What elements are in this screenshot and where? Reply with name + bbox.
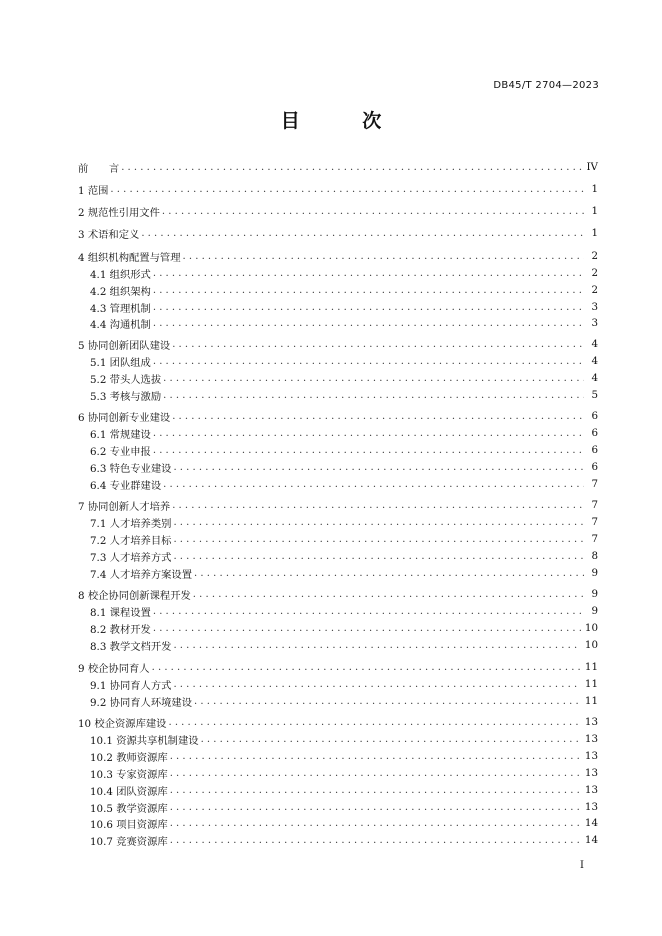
toc-entry-label: 8.2 教材开发 (90, 623, 151, 636)
toc-entry-label: 4 组织机构配置与管理 (78, 251, 181, 264)
toc-dot-leader (173, 534, 584, 545)
toc-entry-page: 1 (591, 183, 598, 195)
toc-entry-page: 4 (591, 372, 598, 384)
toc-entry-page: 11 (584, 678, 598, 690)
toc-entry-label: 6 协同创新专业建设 (78, 411, 171, 424)
toc-dot-leader (173, 462, 584, 473)
toc-entry-label: 10.1 资源共享机制建设 (90, 734, 199, 747)
toc-entry[interactable] (90, 815, 598, 831)
toc-entry[interactable] (90, 565, 598, 581)
toc-entry-label: 9.1 协同育人方式 (90, 679, 172, 692)
toc-entry-page: 14 (584, 834, 598, 846)
toc-dot-leader (173, 517, 584, 528)
toc-entry[interactable] (78, 408, 598, 424)
toc-dot-leader (153, 318, 584, 329)
toc-dot-leader (110, 184, 584, 195)
toc-entry-label: 6.3 特色专业建设 (90, 462, 172, 475)
toc-entry[interactable] (78, 248, 598, 264)
toc-entry[interactable] (78, 714, 598, 730)
toc-entry-page: 5 (591, 389, 598, 401)
toc-entry-page: 9 (591, 588, 598, 600)
toc-entry[interactable] (78, 203, 598, 219)
toc-dot-leader (183, 251, 585, 262)
toc-entry[interactable] (90, 731, 598, 747)
toc-entry[interactable] (90, 282, 598, 298)
toc-dot-leader (153, 606, 584, 617)
toc-entry[interactable] (90, 425, 598, 441)
toc-dot-leader (168, 717, 580, 728)
toc-dot-leader (170, 751, 581, 762)
toc-dot-leader (153, 356, 584, 367)
toc-entry-label: 10.7 竞赛资源库 (90, 835, 168, 848)
toc-entry-page: 9 (591, 567, 598, 579)
toc-entry-page: 1 (591, 205, 598, 217)
toc-dot-leader (141, 228, 584, 239)
toc-entry-page: 8 (591, 550, 598, 562)
toc-entry-label: 5 协同创新团队建设 (78, 339, 171, 352)
toc-entry-page: 6 (591, 444, 598, 456)
toc-dot-leader (163, 479, 584, 490)
toc-entry-label: 6.4 专业群建设 (90, 479, 162, 492)
toc-entry[interactable] (90, 799, 598, 815)
toc-dot-leader (172, 500, 584, 511)
page-number: I (580, 860, 584, 871)
toc-entry-label: 10.5 教学资源库 (90, 802, 168, 815)
toc-entry-label: 4.4 沟通机制 (90, 318, 151, 331)
toc-entry-label: 6.2 专业申报 (90, 445, 151, 458)
toc-entry-page: 6 (591, 410, 598, 422)
toc-entry[interactable] (90, 514, 598, 530)
toc-entry[interactable] (90, 676, 598, 692)
toc-entry-label: 2 规范性引用文件 (78, 206, 160, 219)
document-code: DB45/T 2704—2023 (493, 80, 599, 91)
toc-entry-page: 13 (584, 750, 598, 762)
toc-dot-leader (170, 818, 581, 829)
toc-dot-leader (172, 411, 584, 422)
toc-entry[interactable] (90, 693, 598, 709)
toc-dot-leader (153, 623, 581, 634)
toc-entry[interactable] (78, 181, 598, 197)
toc-entry-page: 6 (591, 427, 598, 439)
toc-entry[interactable] (90, 765, 598, 781)
toc-dot-leader (153, 428, 584, 439)
toc-entry-label: 5.3 考核与激励 (90, 390, 162, 403)
toc-entry[interactable] (78, 497, 598, 513)
toc-entry-label: 4.2 组织架构 (90, 285, 151, 298)
toc-entry-label: 5.2 带头人选拔 (90, 373, 162, 386)
toc-entry[interactable] (90, 387, 598, 403)
toc-entry-label: 5.1 团队组成 (90, 356, 151, 369)
toc-entry[interactable] (90, 442, 598, 458)
toc-dot-leader (170, 835, 581, 846)
toc-dot-leader (170, 785, 581, 796)
toc-entry[interactable] (90, 620, 598, 636)
toc-dot-leader (173, 551, 584, 562)
toc-entry-label: 4.1 组织形式 (90, 268, 151, 281)
toc-entry-label: 7 协同创新人才培养 (78, 500, 171, 513)
toc-dot-leader (153, 445, 584, 456)
toc-dot-leader (173, 640, 580, 651)
toc-entry[interactable] (90, 637, 598, 653)
toc-entry-page: 10 (584, 639, 598, 651)
toc-dot-leader (194, 696, 581, 707)
page-title: 目 次 (280, 110, 410, 132)
toc-entry-label: 8.1 课程设置 (90, 606, 151, 619)
toc-entry-page: 14 (584, 817, 598, 829)
toc-entry-page: 13 (584, 784, 598, 796)
toc-dot-leader (153, 302, 584, 313)
toc-entry[interactable] (90, 265, 598, 281)
toc-entry-page: 9 (591, 605, 598, 617)
toc-dot-leader (163, 373, 584, 384)
toc-entry-page: 4 (591, 338, 598, 350)
toc-entry-page: 11 (584, 661, 598, 673)
toc-entry-label: 1 范围 (78, 184, 109, 197)
toc-entry-label: 10.4 团队资源库 (90, 785, 168, 798)
toc-entry-label: 9 校企协同育人 (78, 662, 150, 675)
toc-dot-leader (170, 802, 581, 813)
toc-entry-label: 10 校企资源库建设 (78, 717, 167, 730)
toc-entry-label: 10.3 专家资源库 (90, 768, 168, 781)
toc-entry-page: 4 (591, 355, 598, 367)
toc-entry-label: 7.3 人才培养方式 (90, 551, 172, 564)
toc-entry[interactable] (90, 370, 598, 386)
toc-entry-page: 10 (584, 622, 598, 634)
toc-entry-page: 7 (591, 499, 598, 511)
toc-entry[interactable] (90, 782, 598, 798)
toc-entry-page: 3 (591, 317, 598, 329)
toc-dot-leader (162, 206, 584, 217)
toc-entry-label: 10.2 教师资源库 (90, 751, 168, 764)
toc-entry-label: 前 言 (78, 162, 120, 175)
toc-entry-label: 10.6 项目资源库 (90, 818, 168, 831)
toc-entry-page: 3 (591, 301, 598, 313)
toc-dot-leader (194, 568, 584, 579)
toc-entry[interactable] (90, 603, 598, 619)
toc-dot-leader (170, 768, 581, 779)
toc-entry[interactable] (90, 315, 598, 331)
toc-entry-page: 13 (584, 767, 598, 779)
toc-entry[interactable] (78, 586, 598, 602)
toc-entry[interactable] (90, 548, 598, 564)
toc-entry-page: 13 (584, 733, 598, 745)
toc-entry-page: IV (586, 161, 598, 173)
toc-entry-label: 3 术语和定义 (78, 228, 140, 241)
toc-entry[interactable] (90, 299, 598, 315)
toc-entry[interactable] (90, 531, 598, 547)
toc-dot-leader (153, 268, 584, 279)
toc-entry[interactable] (90, 476, 598, 492)
toc-dot-leader (121, 162, 582, 173)
toc-dot-leader (201, 734, 581, 745)
toc-entry-page: 11 (584, 695, 598, 707)
toc-entry-label: 8 校企协同创新课程开发 (78, 589, 191, 602)
toc-entry-label: 7.4 人才培养方案设置 (90, 568, 193, 581)
toc-dot-leader (173, 679, 580, 690)
toc-entry[interactable] (90, 353, 598, 369)
toc-entry[interactable] (78, 659, 598, 675)
toc-entry-page: 7 (591, 533, 598, 545)
toc-entry-label: 6.1 常规建设 (90, 428, 151, 441)
toc-entry[interactable] (78, 159, 598, 175)
toc-entry-page: 7 (591, 516, 598, 528)
toc-entry-label: 4.3 管理机制 (90, 302, 151, 315)
toc-dot-leader (152, 662, 581, 673)
toc-entry-page: 13 (584, 716, 598, 728)
toc-entry[interactable] (90, 832, 598, 848)
toc-entry[interactable] (90, 459, 598, 475)
toc-entry-page: 1 (591, 227, 598, 239)
toc-entry-page: 2 (591, 267, 598, 279)
toc-entry-page: 7 (591, 478, 598, 490)
toc-entry-page: 2 (591, 250, 598, 262)
toc-entry-label: 8.3 教学文档开发 (90, 640, 172, 653)
toc-dot-leader (172, 339, 584, 350)
toc-entry-page: 13 (584, 801, 598, 813)
toc-entry[interactable] (78, 336, 598, 352)
toc-dot-leader (163, 390, 584, 401)
toc-entry[interactable] (78, 225, 598, 241)
toc-dot-leader (193, 589, 584, 600)
toc-entry-page: 2 (591, 284, 598, 296)
toc-entry-label: 7.2 人才培养目标 (90, 534, 172, 547)
toc-entry-label: 9.2 协同育人环境建设 (90, 696, 193, 709)
toc-dot-leader (153, 285, 584, 296)
toc-entry-page: 6 (591, 461, 598, 473)
toc-entry[interactable] (90, 748, 598, 764)
toc-entry-label: 7.1 人才培养类别 (90, 517, 172, 530)
